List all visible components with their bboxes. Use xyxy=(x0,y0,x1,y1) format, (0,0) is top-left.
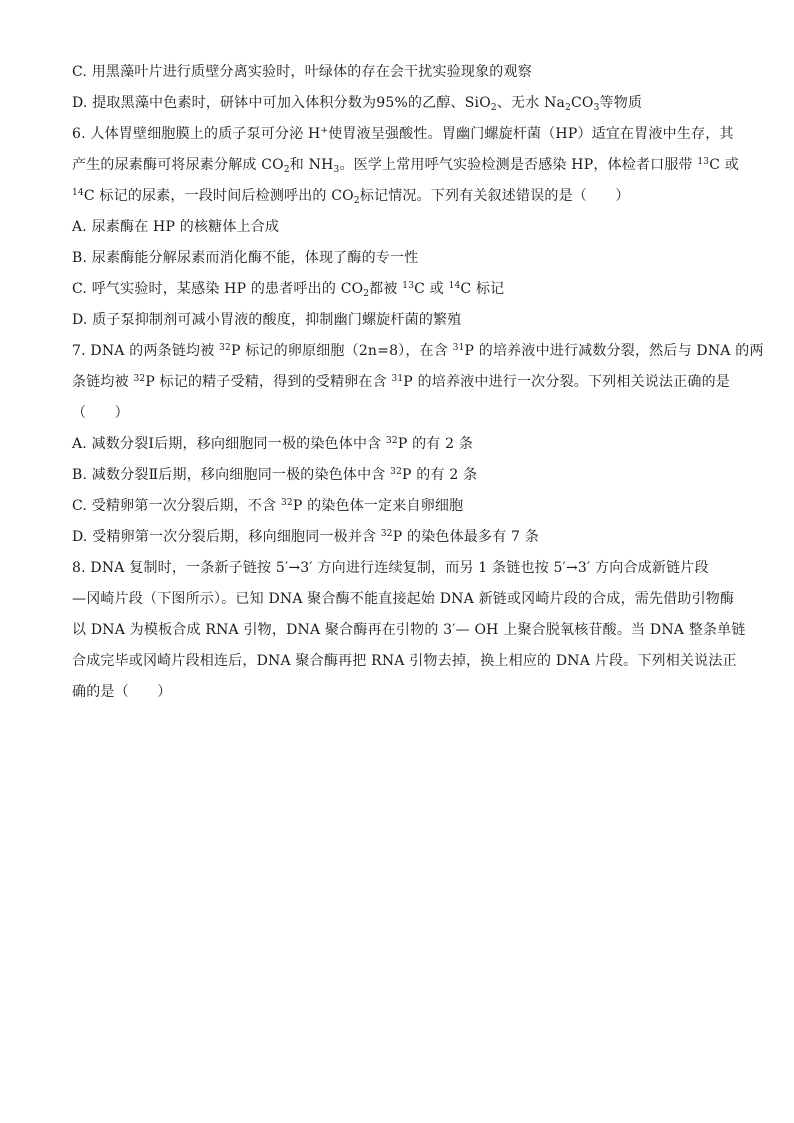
q8-stem-line-2: —冈崎片段（下图所示）。已知 DNA 聚合酶不能直接起始 DNA 新链或冈崎片段的合成，需先借助引物酶 xyxy=(72,591,735,607)
q6-option-b: B. 尿素酶能分解尿素而消化酶不能，体现了酶的专一性 xyxy=(72,250,419,266)
q7-option-c: C. 受精卵第一次分裂后期，不含 $^{32}$P 的染色体一定来自卵细胞 xyxy=(72,498,464,514)
q6-option-d: D. 质子泵抑制剂可减小胃液的酸度，抑制幽门螺旋杆菌的繁殖 xyxy=(72,312,462,328)
q6-stem-line-2: 产生的尿素酶可将尿素分解成 $CO_2$和 $NH_3$。医学上常用呼气实验检测是否感染 HP，体检者口服带 $^{13}$C 或 xyxy=(72,157,739,175)
q7-stem-line-3: （ ） xyxy=(72,405,129,421)
q7-stem-line-2: 条链均被 $^{32}$P 标记的精子受精，得到的受精卵在含 $^{31}$P 的培养液中进行一次分裂。下列相关说法正确的是 xyxy=(72,374,730,390)
q7-option-a: A. 减数分裂Ⅰ后期，移向细胞同一极的染色体中含 $^{32}$P 的有 2 条 xyxy=(72,436,474,452)
q5-option-c: C. 用黑藻叶片进行质壁分离实验时，叶绿体的存在会干扰实验现象的观察 xyxy=(72,64,532,80)
q6-stem-line-1: 6. 人体胃壁细胞膜上的质子泵可分泌 H+使胃液呈强酸性。胃幽门螺旋杆菌（HP）适宜在胃液中生存，其 xyxy=(72,126,734,142)
q7-option-d: D. 受精卵第一次分裂后期，移向细胞同一极并含 $^{32}$P 的染色体最多有 7 条 xyxy=(72,529,540,545)
q8-stem-line-5: 确的是（ ） xyxy=(72,684,172,700)
exam-page xyxy=(72,62,764,713)
q6-option-a: A. 尿素酶在 HP 的核糖体上合成 xyxy=(72,219,280,235)
q6-option-c: C. 呼气实验时，某感染 HP 的患者呼出的 $CO_2$都被 $^{13}$C 或 $^{14}$C 标记 xyxy=(72,281,505,299)
q6-stem-line-3: $^{14}$C 标记的尿素，一段时间后检测呼出的 $CO_2$标记情况。下列有关叙述错误的是（ ） xyxy=(72,188,630,206)
q8-stem-line-1: 8. DNA 复制时，一条新子链按 5′→3′ 方向进行连续复制，而另 1 条链也按 5′→3′ 方向合成新链片段 xyxy=(72,560,709,576)
q8-stem-line-3: 以 DNA 为模板合成 RNA 引物，DNA 聚合酶再在引物的 3′— OH 上聚合脱氧核苷酸。当 DNA 整条单链 xyxy=(72,622,746,638)
q5-option-d: D. 提取黑藻中色素时，研钵中可加入体积分数为95%的乙醇、SiO$_2$、无水 $Na_2CO_3$等物质 xyxy=(72,95,643,113)
q8-stem-line-4: 合成完毕或冈崎片段相连后，DNA 聚合酶再把 RNA 引物去掉，换上相应的 DNA 片段。下列相关说法正 xyxy=(72,653,737,669)
q7-option-b: B. 减数分裂Ⅱ后期，移向细胞同一极的染色体中含 $^{32}$P 的有 2 条 xyxy=(72,467,478,483)
q7-stem-line-1: 7. DNA 的两条链均被 $^{32}$P 标记的卵原细胞（2n=8），在含 $^{31}$P 的培养液中进行减数分裂，然后与 DNA 的两 xyxy=(72,343,764,359)
